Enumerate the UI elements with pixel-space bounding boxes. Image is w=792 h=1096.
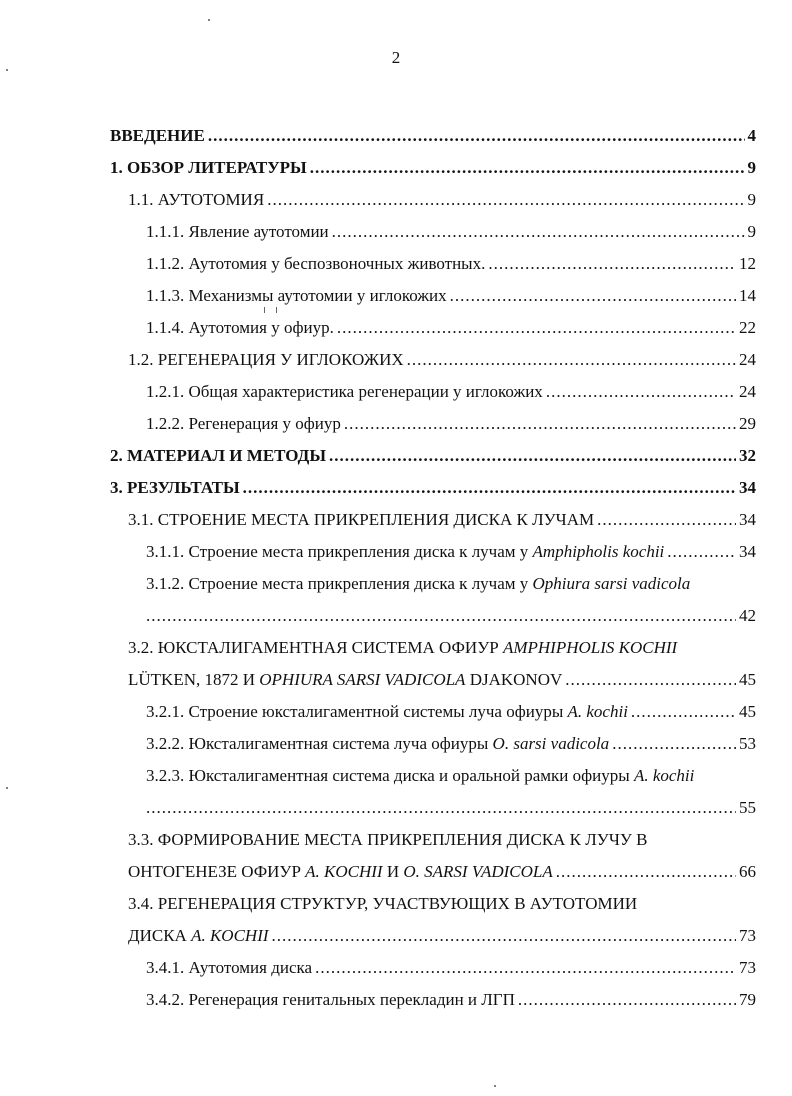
page-number: 2 (391, 48, 401, 67)
scan-speck (276, 307, 277, 313)
toc-entry-1-2: 1.2. РЕГЕНЕРАЦИЯ У ИГЛОКОЖИХ ..... 24 (128, 350, 756, 370)
dot-leader (315, 958, 736, 978)
toc-entry-1-1-1: 1.1.1. Явление аутотомии ..... 9 (146, 222, 756, 242)
toc-entry-1-1: 1.1. АУТОТОМИЯ ..... 9 (128, 190, 756, 210)
dot-leader (565, 670, 736, 690)
toc-entry-3-4-2: 3.4.2. Регенерация генитальных перекладин и ЛГП ..... 79 (146, 990, 756, 1010)
toc-entry-3-1-2-line2: ..... 42 (146, 606, 756, 626)
toc-entry-3-1: 3.1. СТРОЕНИЕ МЕСТА ПРИКРЕПЛЕНИЯ ДИСКА К ЛУЧАМ ..... 34 (128, 510, 756, 530)
scan-speck (208, 19, 210, 21)
toc-entry-intro: ВВЕДЕНИЕ ..... 4 (110, 126, 756, 146)
dot-leader (556, 862, 736, 882)
toc-entry-3-4-line1: 3.4. РЕГЕНЕРАЦИЯ СТРУКТУР, УЧАСТВУЮЩИХ В АУТОТОМИИ (128, 894, 638, 913)
toc-entry-1-2-2: 1.2.2. Регенерация у офиур ..... 29 (146, 414, 756, 434)
dot-leader (146, 606, 736, 626)
dot-leader (329, 446, 736, 466)
toc-entry-1-1-3: 1.1.3. Механизмы аутотомии у иглокожих ..... 14 (146, 286, 756, 306)
dot-leader (488, 254, 736, 274)
toc-entry-1-1-2: 1.1.2. Аутотомия у беспозвоночных животных. ..... 12 (146, 254, 756, 274)
toc-entry-ch2: 2. МАТЕРИАЛ И МЕТОДЫ ..... 32 (110, 446, 756, 466)
scan-speck (6, 69, 8, 71)
toc-entry-3-1-2-line1: 3.1.2. Строение места прикрепления диска к лучам у Ophiura sarsi vadicola (146, 574, 691, 593)
dot-leader (272, 926, 736, 946)
dot-leader (631, 702, 736, 722)
dot-leader (667, 542, 736, 562)
toc-entry-3-2-2: 3.2.2. Юксталигаментная система луча офиуры O. sarsi vadicola ..... 53 (146, 734, 756, 754)
toc-entry-1-1-4: 1.1.4. Аутотомия у офиур. ..... 22 (146, 318, 756, 338)
dot-leader (450, 286, 736, 306)
scan-speck (264, 307, 265, 313)
dot-leader (332, 222, 745, 242)
dot-leader (267, 190, 744, 210)
dot-leader (546, 382, 736, 402)
toc-entry-3-3-line2: ОНТОГЕНЕЗЕ ОФИУР A. KOCHII И O. SARSI VADICOLA ..... 66 (128, 862, 756, 882)
toc-entry-3-2-1: 3.2.1. Строение юксталигаментной системы луча офиуры A. kochii ..... 45 (146, 702, 756, 722)
dot-leader (243, 478, 736, 498)
toc-entry-3-2-line2: LÜTKEN, 1872 И OPHIURA SARSI VADICOLA DJAKONOV ..... 45 (128, 670, 756, 690)
dot-leader (337, 318, 736, 338)
scan-speck (494, 1085, 496, 1087)
dot-leader (310, 158, 745, 178)
toc-entry-1-2-1: 1.2.1. Общая характеристика регенерации у иглокожих ..... 24 (146, 382, 756, 402)
toc-entry-3-2-line1: 3.2. ЮКСТАЛИГАМЕНТНАЯ СИСТЕМА ОФИУР AMPHIPHOLIS KOCHII (128, 638, 678, 657)
scan-speck (6, 787, 8, 789)
toc-entry-ch1: 1. ОБЗОР ЛИТЕРАТУРЫ ..... 9 (110, 158, 756, 178)
dot-leader (597, 510, 736, 530)
dot-leader (612, 734, 736, 754)
dot-leader (407, 350, 736, 370)
toc-entry-ch3: 3. РЕЗУЛЬТАТЫ ..... 34 (110, 478, 756, 498)
toc-entry-3-2-3-line1: 3.2.3. Юксталигаментная система диска и оральной рамки офиуры A. kochii (146, 766, 695, 785)
dot-leader (344, 414, 736, 434)
toc-entry-3-2-3-line2: ..... 55 (146, 798, 756, 818)
toc-entry-3-4-1: 3.4.1. Аутотомия диска ..... 73 (146, 958, 756, 978)
toc-entry-3-1-1: 3.1.1. Строение места прикрепления диска к лучам у Amphipholis kochii ..... 34 (146, 542, 756, 562)
dot-leader (518, 990, 736, 1010)
toc-entry-3-3-line1: 3.3. ФОРМИРОВАНИЕ МЕСТА ПРИКРЕПЛЕНИЯ ДИСКА К ЛУЧУ В (128, 830, 648, 849)
dot-leader (208, 126, 745, 146)
dot-leader (146, 798, 736, 818)
toc-entry-3-4-line2: ДИСКА A. KOCHII ..... 73 (128, 926, 756, 946)
